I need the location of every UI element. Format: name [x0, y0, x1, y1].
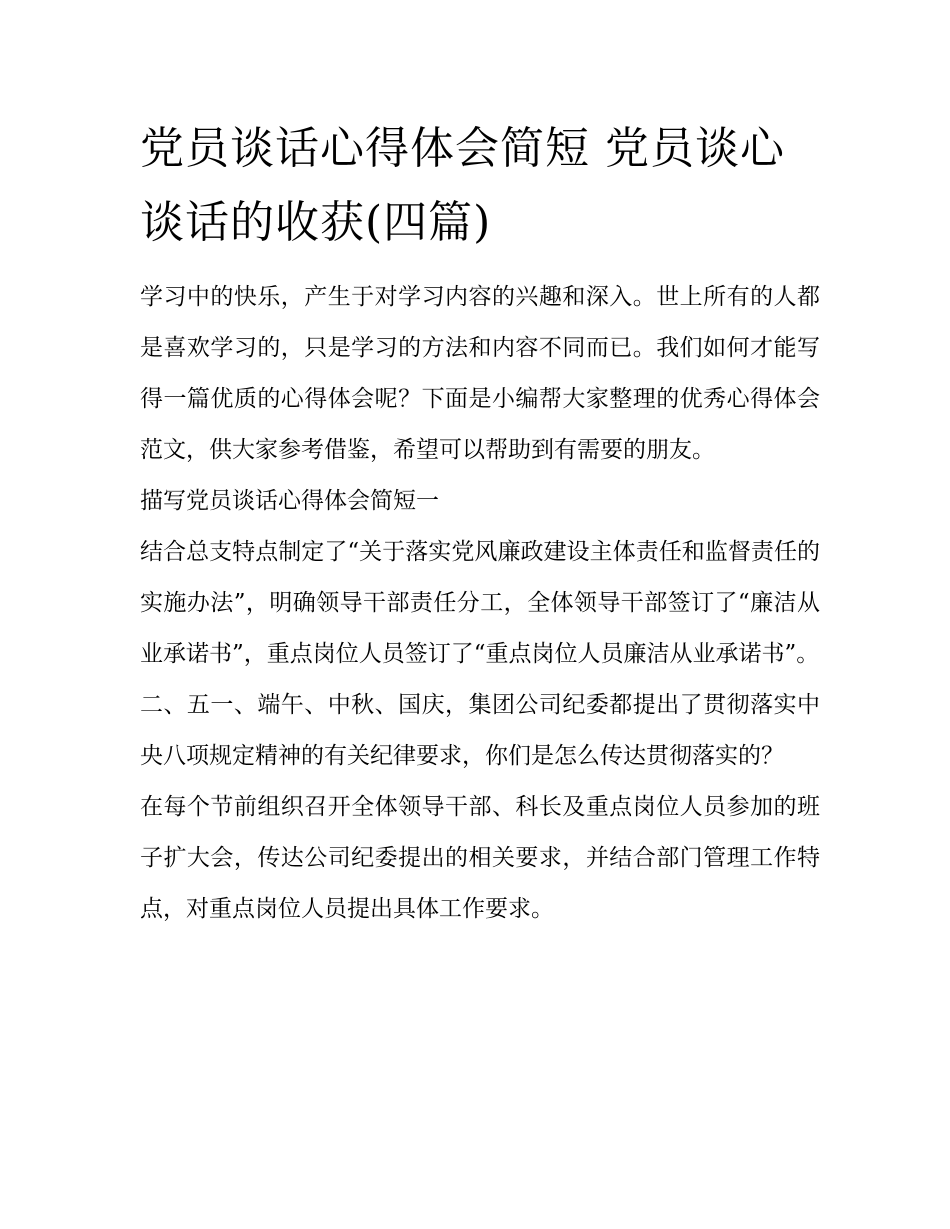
- question-paragraph: 二、五一、端午、中秋、国庆，集团公司纪委都提出了贯彻落实中央八项规定精神的有关纪律要求，你们是怎么传达贯彻落实的？: [140, 692, 820, 769]
- section-heading: 描写党员谈话心得体会简短一: [140, 488, 439, 514]
- intro-paragraph: 学习中的快乐，产生于对学习内容的兴趣和深入。世上所有的人都是喜欢学习的，只是学习的方法和内容不同而已。我们如何才能写得一篇优质的心得体会呢？下面是小编帮大家整理的优秀心得体会范文，供大家参考借鉴，希望可以帮助到有需要的朋友。: [140, 284, 820, 463]
- document-body: [140, 272, 820, 935]
- body-paragraph: 结合总支特点制定了“关于落实党风廉政建设主体责任和监督责任的实施办法”，明确领导干部责任分工，全体领导干部签订了“廉洁从业承诺书”，重点岗位人员签订了“重点岗位人员廉洁从业承诺书”。: [140, 539, 820, 667]
- document-title: 党员谈话心得体会简短 党员谈心谈话的收获(四篇): [140, 123, 785, 248]
- document-page: [140, 112, 820, 935]
- answer-paragraph: 在每个节前组织召开全体领导干部、科长及重点岗位人员参加的班子扩大会，传达公司纪委提出的相关要求，并结合部门管理工作特点，对重点岗位人员提出具体工作要求。: [140, 794, 820, 922]
